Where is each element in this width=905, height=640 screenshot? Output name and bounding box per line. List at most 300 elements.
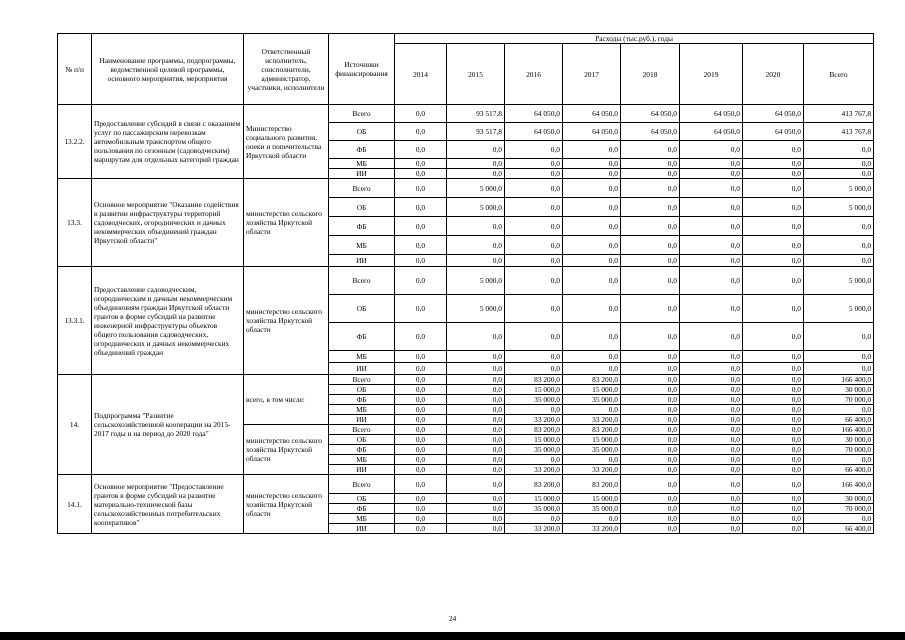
value-cell: 0,0: [563, 405, 621, 415]
value-cell: 33 200,0: [563, 465, 621, 475]
value-cell: 0,0: [680, 455, 743, 465]
scan-border: [0, 632, 905, 640]
value-cell: 0,0: [804, 169, 874, 179]
value-cell: 0,0: [804, 405, 874, 415]
value-cell: 0,0: [680, 375, 743, 385]
value-cell: 0,0: [563, 141, 621, 159]
value-cell: 0,0: [505, 351, 563, 363]
value-cell: 0,0: [680, 385, 743, 395]
row-code: 13.2.2.: [58, 105, 92, 179]
value-cell: 35 000,0: [563, 395, 621, 405]
value-cell: 0,0: [395, 123, 447, 141]
value-cell: 0,0: [621, 159, 680, 169]
value-cell: 83 200,0: [505, 425, 563, 435]
value-cell: 0,0: [680, 435, 743, 445]
value-cell: 0,0: [395, 514, 447, 524]
value-cell: 0,0: [395, 405, 447, 415]
value-cell: 83 200,0: [505, 375, 563, 385]
value-cell: 0,0: [680, 514, 743, 524]
value-cell: 0,0: [447, 323, 505, 351]
value-cell: 0,0: [621, 323, 680, 351]
value-cell: 0,0: [563, 351, 621, 363]
value-cell: 0,0: [395, 179, 447, 198]
value-cell: 0,0: [447, 217, 505, 236]
value-cell: 0,0: [395, 395, 447, 405]
row-source: Всего: [329, 267, 395, 295]
row-source: Всего: [329, 179, 395, 198]
row-name: Предоставление субсидий в связи с оказанием услуг по пассажирским перевозкам автомобильным транспортом общего пользования по сезонным (садоводческим) маршрутам для отдельных категорий граждан: [92, 105, 244, 179]
value-cell: 0,0: [395, 455, 447, 465]
row-code: 13.3.: [58, 179, 92, 267]
table-row: [58, 475, 874, 494]
row-source: ФБ: [329, 504, 395, 514]
row-source: ИИ: [329, 169, 395, 179]
row-responsible: министерство сельского хозяйства Иркутской области: [244, 475, 329, 534]
value-cell: 0,0: [621, 425, 680, 435]
value-cell: 0,0: [395, 217, 447, 236]
value-cell: 0,0: [621, 255, 680, 267]
value-cell: 0,0: [680, 405, 743, 415]
value-cell: 0,0: [804, 255, 874, 267]
value-cell: 0,0: [395, 141, 447, 159]
row-responsible: Министерство социального развития, опеки и попечительства Иркутской области: [244, 105, 329, 179]
value-cell: 0,0: [804, 236, 874, 255]
value-cell: 0,0: [743, 514, 804, 524]
value-cell: 0,0: [680, 267, 743, 295]
row-source: МБ: [329, 236, 395, 255]
value-cell: 0,0: [680, 351, 743, 363]
value-cell: 0,0: [395, 236, 447, 255]
row-code: 13.3.1.: [58, 267, 92, 375]
row-source: МБ: [329, 159, 395, 169]
value-cell: 0,0: [395, 435, 447, 445]
value-cell: 0,0: [621, 405, 680, 415]
value-cell: 0,0: [395, 504, 447, 514]
value-cell: 0,0: [743, 267, 804, 295]
header-year: Всего: [804, 44, 874, 105]
value-cell: 0,0: [743, 198, 804, 217]
value-cell: 0,0: [743, 465, 804, 475]
value-cell: 0,0: [621, 295, 680, 323]
value-cell: 0,0: [563, 159, 621, 169]
value-cell: 0,0: [743, 524, 804, 534]
row-source: ОБ: [329, 494, 395, 504]
value-cell: 66 400,0: [804, 415, 874, 425]
value-cell: 0,0: [743, 179, 804, 198]
value-cell: 0,0: [743, 363, 804, 375]
value-cell: 0,0: [447, 236, 505, 255]
value-cell: 0,0: [804, 159, 874, 169]
value-cell: 5 000,0: [447, 267, 505, 295]
value-cell: 0,0: [621, 375, 680, 385]
row-source: Всего: [329, 375, 395, 385]
row-name: Подпрограмма "Развитие сельскохозяйственной кооперации на 2015-2017 годы и на период до 2020 года": [92, 375, 244, 475]
value-cell: 83 200,0: [505, 475, 563, 494]
value-cell: 0,0: [743, 504, 804, 514]
value-cell: 0,0: [395, 425, 447, 435]
row-responsible: всего, в том числе:: [244, 375, 329, 425]
value-cell: 0,0: [621, 514, 680, 524]
value-cell: 0,0: [447, 494, 505, 504]
value-cell: 0,0: [505, 405, 563, 415]
value-cell: 64 050,0: [563, 105, 621, 123]
value-cell: 5 000,0: [804, 179, 874, 198]
value-cell: 0,0: [447, 514, 505, 524]
value-cell: 0,0: [680, 425, 743, 435]
value-cell: 0,0: [743, 236, 804, 255]
value-cell: 0,0: [804, 141, 874, 159]
row-source: МБ: [329, 514, 395, 524]
row-responsible: министерство сельского хозяйства Иркутской области: [244, 425, 329, 475]
value-cell: 0,0: [505, 169, 563, 179]
row-source: МБ: [329, 351, 395, 363]
value-cell: 0,0: [447, 415, 505, 425]
value-cell: 0,0: [743, 395, 804, 405]
value-cell: 15 000,0: [505, 494, 563, 504]
row-source: ИИ: [329, 255, 395, 267]
value-cell: 0,0: [680, 445, 743, 455]
value-cell: 0,0: [447, 363, 505, 375]
value-cell: 0,0: [447, 395, 505, 405]
value-cell: 0,0: [505, 267, 563, 295]
value-cell: 0,0: [621, 524, 680, 534]
value-cell: 0,0: [680, 504, 743, 514]
value-cell: 64 050,0: [743, 105, 804, 123]
value-cell: 0,0: [505, 217, 563, 236]
row-source: Всего: [329, 425, 395, 435]
value-cell: 0,0: [680, 295, 743, 323]
value-cell: 0,0: [447, 445, 505, 455]
value-cell: 0,0: [563, 514, 621, 524]
value-cell: 0,0: [447, 455, 505, 465]
value-cell: 35 000,0: [563, 504, 621, 514]
value-cell: 5 000,0: [447, 198, 505, 217]
value-cell: 0,0: [621, 236, 680, 255]
value-cell: 0,0: [621, 455, 680, 465]
value-cell: 0,0: [505, 179, 563, 198]
value-cell: 0,0: [804, 514, 874, 524]
value-cell: 0,0: [743, 255, 804, 267]
value-cell: 0,0: [505, 363, 563, 375]
row-source: МБ: [329, 405, 395, 415]
value-cell: 0,0: [395, 445, 447, 455]
value-cell: 0,0: [447, 159, 505, 169]
value-cell: 0,0: [804, 351, 874, 363]
row-source: Всего: [329, 105, 395, 123]
value-cell: 0,0: [395, 494, 447, 504]
header-year: 2015: [447, 44, 505, 105]
row-name: Основное мероприятие "Предоставление грантов в форме субсидий на развитие материально-технической базы сельскохозяйственных потребительских кооперативов": [92, 475, 244, 534]
value-cell: 0,0: [743, 141, 804, 159]
value-cell: 0,0: [447, 425, 505, 435]
value-cell: 0,0: [505, 236, 563, 255]
value-cell: 70 000,0: [804, 395, 874, 405]
value-cell: 0,0: [505, 323, 563, 351]
value-cell: 166 400,0: [804, 425, 874, 435]
value-cell: 64 050,0: [621, 105, 680, 123]
value-cell: 30 000,0: [804, 385, 874, 395]
value-cell: 0,0: [743, 494, 804, 504]
value-cell: 35 000,0: [505, 504, 563, 514]
row-source: ИИ: [329, 363, 395, 375]
value-cell: 0,0: [563, 363, 621, 375]
row-name: Предоставление садоводческим, огородническим и дачным некоммерческим объединениям граждан Иркутской области грантов в форме субсидий на развитие инженерной инфраструктуры объектов общего пользования садоводческих, огороднических и дачных некоммерческих объединений граждан: [92, 267, 244, 375]
value-cell: 0,0: [743, 375, 804, 385]
value-cell: 0,0: [447, 351, 505, 363]
value-cell: 0,0: [680, 169, 743, 179]
value-cell: 0,0: [563, 323, 621, 351]
value-cell: 0,0: [621, 415, 680, 425]
value-cell: 0,0: [804, 363, 874, 375]
row-source: МБ: [329, 455, 395, 465]
value-cell: 0,0: [447, 169, 505, 179]
value-cell: 0,0: [621, 141, 680, 159]
value-cell: 0,0: [621, 267, 680, 295]
value-cell: 0,0: [621, 351, 680, 363]
value-cell: 93 517,8: [447, 123, 505, 141]
value-cell: 0,0: [621, 494, 680, 504]
table-row: [58, 105, 874, 123]
value-cell: 83 200,0: [563, 375, 621, 385]
row-responsible: министерство сельского хозяйства Иркутской области: [244, 179, 329, 267]
row-source: ОБ: [329, 123, 395, 141]
row-source: ФБ: [329, 395, 395, 405]
value-cell: 0,0: [447, 255, 505, 267]
value-cell: 64 050,0: [505, 105, 563, 123]
value-cell: 0,0: [743, 159, 804, 169]
value-cell: 64 050,0: [680, 105, 743, 123]
row-source: ОБ: [329, 295, 395, 323]
header-year: 2018: [621, 44, 680, 105]
value-cell: 0,0: [743, 217, 804, 236]
row-source: ОБ: [329, 435, 395, 445]
row-code: 14.: [58, 375, 92, 475]
value-cell: 64 050,0: [680, 123, 743, 141]
value-cell: 33 200,0: [563, 524, 621, 534]
value-cell: 0,0: [743, 295, 804, 323]
value-cell: 0,0: [680, 217, 743, 236]
value-cell: 33 200,0: [505, 524, 563, 534]
value-cell: 0,0: [680, 236, 743, 255]
value-cell: 35 000,0: [505, 395, 563, 405]
value-cell: 0,0: [395, 465, 447, 475]
value-cell: 0,0: [505, 455, 563, 465]
value-cell: 0,0: [743, 445, 804, 455]
value-cell: 0,0: [743, 425, 804, 435]
value-cell: 0,0: [395, 159, 447, 169]
value-cell: 70 000,0: [804, 445, 874, 455]
value-cell: 0,0: [743, 323, 804, 351]
value-cell: 0,0: [447, 385, 505, 395]
value-cell: 0,0: [621, 385, 680, 395]
value-cell: 0,0: [804, 323, 874, 351]
value-cell: 64 050,0: [505, 123, 563, 141]
value-cell: 15 000,0: [505, 385, 563, 395]
value-cell: 413 767,8: [804, 123, 874, 141]
value-cell: 0,0: [680, 395, 743, 405]
value-cell: 64 050,0: [743, 123, 804, 141]
value-cell: 0,0: [563, 267, 621, 295]
value-cell: 0,0: [743, 435, 804, 445]
row-source: Всего: [329, 475, 395, 494]
value-cell: 0,0: [621, 217, 680, 236]
value-cell: 0,0: [447, 504, 505, 514]
value-cell: 0,0: [680, 255, 743, 267]
value-cell: 0,0: [804, 455, 874, 465]
value-cell: 0,0: [395, 255, 447, 267]
value-cell: 0,0: [743, 351, 804, 363]
value-cell: 0,0: [395, 375, 447, 385]
header-expenses: Расходы (тыс.руб.), годы: [395, 34, 874, 44]
value-cell: 0,0: [395, 105, 447, 123]
header-year: 2014: [395, 44, 447, 105]
value-cell: 0,0: [563, 217, 621, 236]
value-cell: 0,0: [680, 415, 743, 425]
value-cell: 64 050,0: [563, 123, 621, 141]
value-cell: 35 000,0: [505, 445, 563, 455]
header-sources: Источники финансирования: [329, 34, 395, 105]
value-cell: 15 000,0: [563, 435, 621, 445]
value-cell: 15 000,0: [563, 385, 621, 395]
value-cell: 35 000,0: [563, 445, 621, 455]
value-cell: 64 050,0: [621, 123, 680, 141]
value-cell: 5 000,0: [447, 295, 505, 323]
value-cell: 0,0: [680, 475, 743, 494]
row-source: ФБ: [329, 217, 395, 236]
value-cell: 0,0: [621, 465, 680, 475]
value-cell: 33 200,0: [563, 415, 621, 425]
value-cell: 0,0: [395, 323, 447, 351]
value-cell: 0,0: [621, 363, 680, 375]
value-cell: 166 400,0: [804, 475, 874, 494]
value-cell: 15 000,0: [563, 494, 621, 504]
value-cell: 0,0: [563, 198, 621, 217]
table-row: [58, 375, 874, 385]
value-cell: 30 000,0: [804, 435, 874, 445]
table-row: [58, 267, 874, 295]
row-responsible: министерство сельского хозяйства Иркутской области: [244, 267, 329, 375]
value-cell: 66 400,0: [804, 465, 874, 475]
value-cell: 0,0: [395, 267, 447, 295]
value-cell: 0,0: [395, 524, 447, 534]
value-cell: 33 200,0: [505, 415, 563, 425]
value-cell: 0,0: [621, 475, 680, 494]
value-cell: 166 400,0: [804, 375, 874, 385]
value-cell: 0,0: [743, 169, 804, 179]
value-cell: 5 000,0: [447, 179, 505, 198]
value-cell: 15 000,0: [505, 435, 563, 445]
row-name: Основное мероприятие "Оказание содействия в развитии инфраструктуры территорий садоводческих, огороднических и дачных некоммерческих объединений граждан Иркутской области": [92, 179, 244, 267]
value-cell: 0,0: [680, 159, 743, 169]
value-cell: 0,0: [447, 405, 505, 415]
value-cell: 0,0: [563, 236, 621, 255]
header-year: 2019: [680, 44, 743, 105]
value-cell: 70 000,0: [804, 504, 874, 514]
value-cell: 0,0: [505, 159, 563, 169]
value-cell: 0,0: [505, 198, 563, 217]
value-cell: 0,0: [680, 465, 743, 475]
value-cell: 0,0: [395, 198, 447, 217]
value-cell: 66 400,0: [804, 524, 874, 534]
value-cell: 0,0: [621, 179, 680, 198]
value-cell: 0,0: [680, 323, 743, 351]
header-year: 2020: [743, 44, 804, 105]
value-cell: 0,0: [447, 141, 505, 159]
value-cell: 0,0: [621, 445, 680, 455]
value-cell: 0,0: [447, 435, 505, 445]
value-cell: 0,0: [621, 395, 680, 405]
value-cell: 0,0: [804, 217, 874, 236]
row-source: ИИ: [329, 524, 395, 534]
value-cell: 0,0: [743, 455, 804, 465]
row-source: ФБ: [329, 323, 395, 351]
value-cell: 93 517,8: [447, 105, 505, 123]
value-cell: 0,0: [680, 141, 743, 159]
value-cell: 0,0: [447, 465, 505, 475]
value-cell: 83 200,0: [563, 425, 621, 435]
header-year: 2017: [563, 44, 621, 105]
value-cell: 0,0: [563, 455, 621, 465]
value-cell: 0,0: [621, 504, 680, 514]
value-cell: 0,0: [743, 475, 804, 494]
row-source: ОБ: [329, 385, 395, 395]
page-number: 24: [448, 614, 457, 623]
value-cell: 0,0: [447, 375, 505, 385]
value-cell: 83 200,0: [563, 475, 621, 494]
header-year: 2016: [505, 44, 563, 105]
value-cell: 5 000,0: [804, 198, 874, 217]
value-cell: 0,0: [505, 141, 563, 159]
row-source: ОБ: [329, 198, 395, 217]
value-cell: 413 767,8: [804, 105, 874, 123]
value-cell: 0,0: [505, 255, 563, 267]
value-cell: 0,0: [395, 295, 447, 323]
value-cell: 0,0: [743, 415, 804, 425]
value-cell: 0,0: [505, 295, 563, 323]
value-cell: 0,0: [395, 475, 447, 494]
row-source: ИИ: [329, 465, 395, 475]
value-cell: 0,0: [395, 363, 447, 375]
row-source: ИИ: [329, 415, 395, 425]
row-code: 14.1.: [58, 475, 92, 534]
value-cell: 0,0: [563, 255, 621, 267]
value-cell: 0,0: [680, 494, 743, 504]
value-cell: 0,0: [621, 198, 680, 217]
value-cell: 0,0: [505, 514, 563, 524]
value-cell: 30 000,0: [804, 494, 874, 504]
row-source: ФБ: [329, 141, 395, 159]
value-cell: 0,0: [447, 475, 505, 494]
table-row: [58, 179, 874, 198]
value-cell: 0,0: [395, 351, 447, 363]
value-cell: 0,0: [680, 524, 743, 534]
value-cell: 0,0: [395, 385, 447, 395]
value-cell: 0,0: [395, 169, 447, 179]
header-responsible: Ответственный исполнитель, соисполнители, администратор, участники, исполнители: [244, 34, 329, 105]
value-cell: 0,0: [680, 363, 743, 375]
value-cell: 0,0: [680, 179, 743, 198]
value-cell: 0,0: [621, 435, 680, 445]
value-cell: 0,0: [621, 169, 680, 179]
value-cell: 0,0: [395, 415, 447, 425]
value-cell: 0,0: [743, 405, 804, 415]
value-cell: 0,0: [743, 385, 804, 395]
value-cell: 0,0: [680, 198, 743, 217]
row-source: ФБ: [329, 445, 395, 455]
header-num: № п/п: [58, 34, 92, 105]
value-cell: 33 200,0: [505, 465, 563, 475]
value-cell: 0,0: [563, 295, 621, 323]
